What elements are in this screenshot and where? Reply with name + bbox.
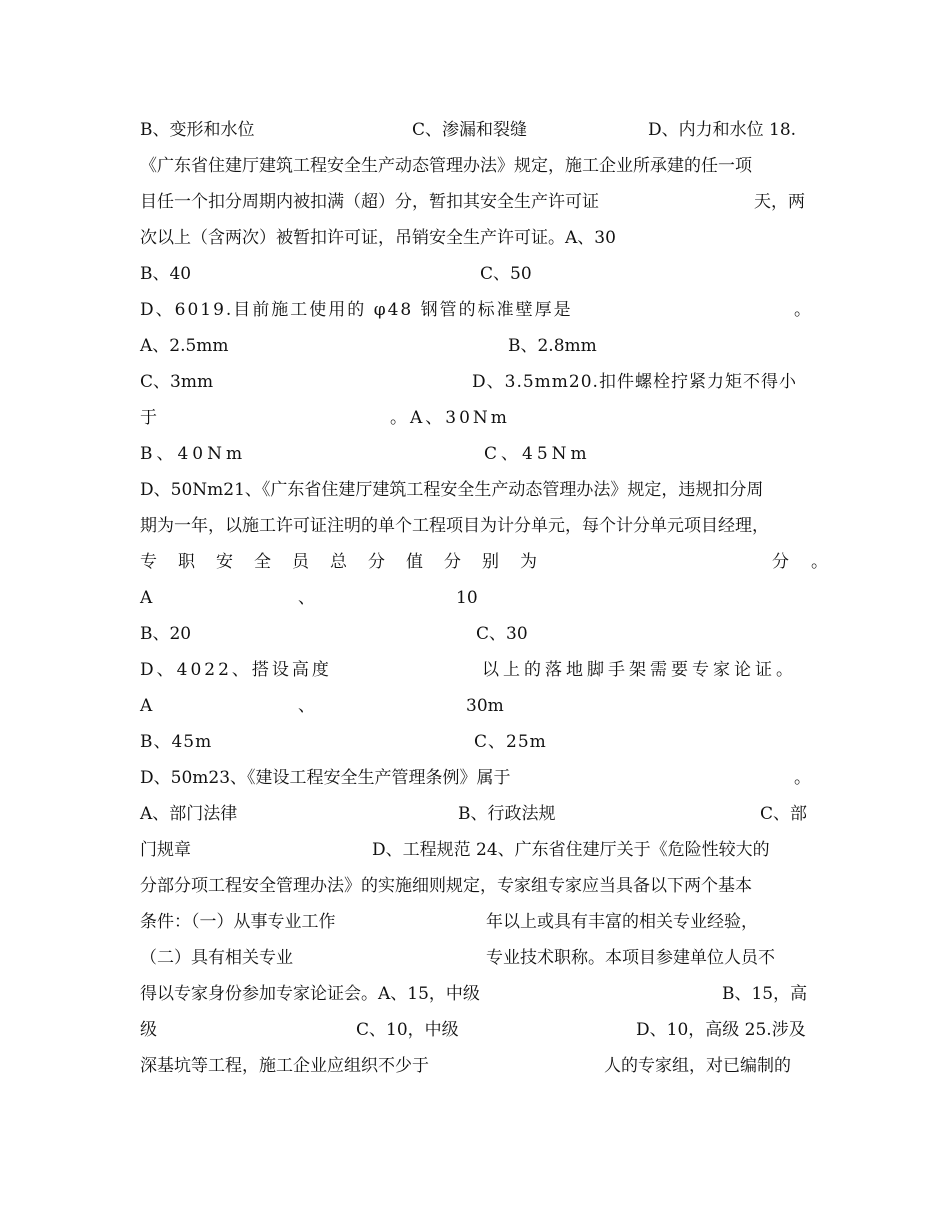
question-text: D、4022、搭设高度 xyxy=(140,660,332,680)
option-separator: 、 xyxy=(298,696,315,716)
option-c: C、3mm xyxy=(140,372,214,392)
question-text: 。 xyxy=(794,768,811,788)
question-text: 天，两 xyxy=(754,192,805,212)
question-text: 专业技术职称。本项目参建单位人员不 xyxy=(486,948,775,968)
text-line xyxy=(140,508,812,544)
text-line xyxy=(140,220,812,256)
question-text: 以上的落地脚手架需要专家论证。 xyxy=(482,660,797,680)
option-c: C、25m xyxy=(474,732,547,752)
text-line xyxy=(140,256,812,292)
option-b: B、2.8mm xyxy=(508,336,597,356)
option-c: C、部 xyxy=(760,804,808,824)
text-line xyxy=(140,400,812,436)
text-line xyxy=(140,364,812,400)
text-line xyxy=(140,796,812,832)
question-text: 分部分项工程安全管理办法》的实施细则规定，专家组专家应当具备以下两个基本 xyxy=(140,876,752,896)
option-b-continued: 级 xyxy=(140,1020,157,1040)
text-line xyxy=(140,976,812,1012)
text-line xyxy=(140,436,812,472)
text-line xyxy=(140,904,812,940)
question-text: 人的专家组，对已编制的 xyxy=(604,1056,791,1076)
text-line xyxy=(140,544,850,580)
option-b: B、40 xyxy=(140,264,192,284)
option-a: A xyxy=(140,588,153,608)
text-line xyxy=(140,832,812,868)
option-c: C、渗漏和裂缝 xyxy=(412,120,528,140)
option-d: D、工程规范 24、广东省住建厅关于《危险性较大的 xyxy=(372,840,770,860)
question-text: 。 xyxy=(794,300,811,320)
text-line xyxy=(140,688,812,724)
text-line xyxy=(140,760,812,796)
option-separator: 、 xyxy=(298,588,315,608)
text-line xyxy=(140,328,812,364)
question-text: 分。 xyxy=(772,552,850,572)
text-line xyxy=(140,1012,812,1048)
option-a: 。A、30Nm xyxy=(390,408,510,428)
question-text: 目任一个扣分周期内被扣满（超）分，暂扣其安全生产许可证 xyxy=(140,192,599,212)
option-b: B、45m xyxy=(140,732,213,752)
text-line xyxy=(140,616,812,652)
question-text: D、6019.目前施工使用的 φ48 钢管的标准壁厚是 xyxy=(140,300,573,320)
option-c-continued: 门规章 xyxy=(140,840,191,860)
text-line xyxy=(140,652,812,688)
question-text: 年以上或具有丰富的相关专业经验， xyxy=(486,912,758,932)
option-c: C、50 xyxy=(480,264,532,284)
text-line xyxy=(140,580,812,616)
option-a: A、2.5mm xyxy=(140,336,229,356)
text-line xyxy=(140,148,812,184)
option-c: C、45Nm xyxy=(484,444,591,464)
option-d: D、10，高级 25.涉及 xyxy=(636,1020,806,1040)
question-text: 期为一年，以施工许可证注明的单个工程项目为计分单元，每个计分单元项目经理， xyxy=(140,516,769,536)
text-line xyxy=(140,112,812,148)
text-line xyxy=(140,472,812,508)
text-line xyxy=(140,184,812,220)
text-line xyxy=(140,868,812,904)
option-b: B、20 xyxy=(140,624,192,644)
question-text: 次以上（含两次）被暂扣许可证，吊销安全生产许可证。A、30 xyxy=(140,228,616,248)
question-text: D、50m23、《建设工程安全生产管理条例》属于 xyxy=(140,768,511,788)
question-text: 《广东省住建厅建筑工程安全生产动态管理办法》规定，施工企业所承建的任一项 xyxy=(140,156,752,176)
text-line xyxy=(140,724,812,760)
text-line xyxy=(140,292,812,328)
question-text: 专职安全员总分值分别为 xyxy=(140,552,558,572)
option-b: B、行政法规 xyxy=(458,804,556,824)
option-d: D、内力和水位 18. xyxy=(648,120,797,140)
text-line xyxy=(140,1048,812,1084)
question-text: D、50Nm21、《广东省住建厅建筑工程安全生产动态管理办法》规定，违规扣分周 xyxy=(140,480,764,500)
option-c: C、30 xyxy=(476,624,528,644)
option-a-value: 10 xyxy=(456,588,478,608)
question-text: 条件：（一）从事专业工作 xyxy=(140,912,336,932)
question-text: （二）具有相关专业 xyxy=(140,948,293,968)
option-d: D、3.5mm20.扣件螺栓拧紧力矩不得小 xyxy=(472,372,797,392)
question-text: 得以专家身份参加专家论证会。A、15，中级 xyxy=(140,984,480,1004)
option-b: B、40Nm xyxy=(140,444,247,464)
option-b: B、15，高 xyxy=(722,984,808,1004)
option-b: B、变形和水位 xyxy=(140,120,255,140)
text-line xyxy=(140,940,812,976)
option-a-value: 30m xyxy=(466,696,504,716)
option-c: C、10，中级 xyxy=(356,1020,459,1040)
question-text: 于 xyxy=(140,408,157,428)
question-text: 深基坑等工程，施工企业应组织不少于 xyxy=(140,1056,429,1076)
option-a: A xyxy=(140,696,153,716)
option-a: A、部门法律 xyxy=(140,804,238,824)
